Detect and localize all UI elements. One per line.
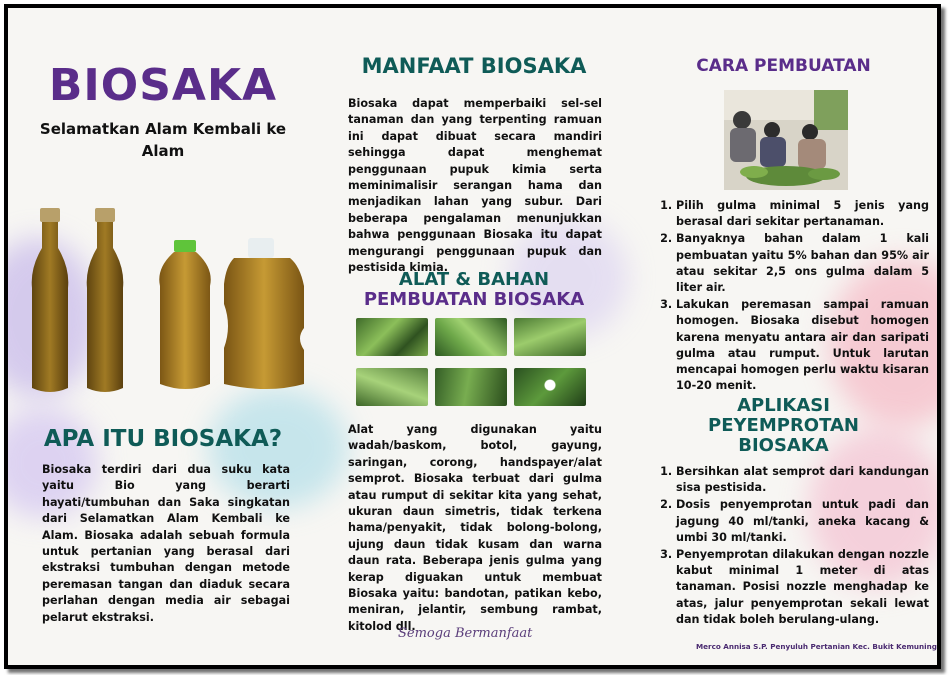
manfaat-paragraph: Biosaka dapat memperbaiki sel-sel tanaman dan yang terpenting ramuan ini dapat dibuat secara mandiri sehingga dapat menghemat penggunaan pupuk kimia serta meminimalisir serangan hama dan menjadikan lahan yang subur. Dari beberapa pengalaman menunjukkan bahwa penggunaan Biosaka itu dapat mengurangi penggunaan pupuk dan pestisida kimia.: [348, 97, 602, 275]
aplikasi-list: [660, 464, 929, 629]
page-title: BIOSAKA: [48, 60, 278, 111]
cara-step-1: 1. Pilih gulma minimal 5 jenis yang berasal dari sekitar pertanaman.: [676, 198, 929, 230]
glass-bottle-2: [87, 208, 124, 392]
aplikasi-step-3: 3. Penyemprotan dilakukan dengan nozzle kabut minimal 1 meter di atas tanaman. Posisi nozzle menghadap ke atas, jalur penyemprotan sekali lewat dan tidak boleh berulang-ulang.: [676, 547, 929, 628]
cara-step-2: 2. Banyaknya bahan dalam 1 kali pembuatan yaitu 5% bahan dan 95% air atau sekitar 2,5 ons gulma dalam 5 liter air.: [676, 231, 929, 296]
section-heading-aplikasi: APLIKASI: [737, 395, 830, 416]
signature-text: Semoga Bermanfaat: [398, 626, 533, 641]
right-column: [630, 8, 937, 665]
weed-photo-6: [514, 368, 586, 406]
left-column: [8, 8, 318, 665]
section-heading-peyemprotan: PEYEMPROTAN: [708, 415, 859, 436]
section-heading-alat-bahan: ALAT & BAHAN: [398, 269, 550, 290]
section-heading-pembuatan-biosaka: PEMBUATAN BIOSAKA: [363, 289, 585, 310]
aplikasi-step-2: 2. Dosis penyemprotan untuk padi dan jagung 40 ml/tanki, aneka kacang & umbi 30 ml/tanki.: [676, 497, 929, 546]
making-biosaka-photo: [724, 90, 848, 190]
weed-photo-2: [435, 318, 507, 356]
author-credit: Merco Annisa S.P. Penyuluh Pertanian Kec. Bukit Kemuning: [696, 642, 937, 651]
section-heading-cara-pembuatan: CARA PEMBUATAN: [696, 56, 871, 76]
page-subtitle: Selamatkan Alam Kembali ke Alam: [39, 120, 287, 160]
section-heading-manfaat: MANFAAT BIOSAKA: [361, 54, 587, 78]
cara-pembuatan-list: [660, 198, 929, 395]
plastic-jerrycan: [224, 238, 304, 389]
weed-photo-3: [514, 318, 586, 356]
weed-photo-4: [356, 368, 428, 406]
section-heading-apa-itu: APA ITU BIOSAKA?: [43, 426, 283, 452]
cara-step-3: 3. Lakukan peremasan sampai ramuan homogen. Biosaka disebut homogen karena menyatu antara air dan saripati gulma atau rumput. Untuk larutan mencapai homogen perlu waktu kisaran 10-20 menit.: [676, 297, 929, 394]
brochure-frame: [4, 4, 941, 669]
glass-bottle-1: [32, 208, 69, 392]
section-heading-biosaka: BIOSAKA: [738, 435, 829, 456]
aplikasi-step-1: 1. Bersihkan alat semprot dari kandungan sisa pestisida.: [676, 464, 929, 496]
apa-itu-paragraph: Biosaka terdiri dari dua suku kata yaitu Bio yang berarti hayati/tumbuhan dan Saka singkatan dari Selamatkan Alam Kembali ke Alam. Biosaka adalah sebuah formula untuk pertanian yang berasal dari ekstraksi tumbuhan dengan metode peremasan tangan dan diaduk secara perlahan dengan media air sebagai pelarut ekstraksi.: [42, 463, 290, 624]
weed-photo-1: [356, 318, 428, 356]
plastic-bottle-green-cap: [159, 240, 210, 389]
middle-column: [318, 8, 630, 665]
alat-bahan-paragraph: Alat yang digunakan yaitu wadah/baskom, botol, gayung, saringan, corong, handspayer/alat semprot. Biosaka terbuat dari gulma atau rumput di sekitar kita yang sehat, ukuran daun simetris, tidak terkena hama/penyakit, tidak bolong-bolong, ujung daun tidak kusam dan warna daun rata. Beberapa jenis gulma yang kerap diguakan untuk membuat Biosaka yaitu: bandotan, patikan kebo, meniran, jelantir, sembung rambat, kitolod dll.: [348, 423, 602, 633]
weed-photo-5: [435, 368, 507, 406]
biosaka-bottles-image: [28, 208, 308, 398]
